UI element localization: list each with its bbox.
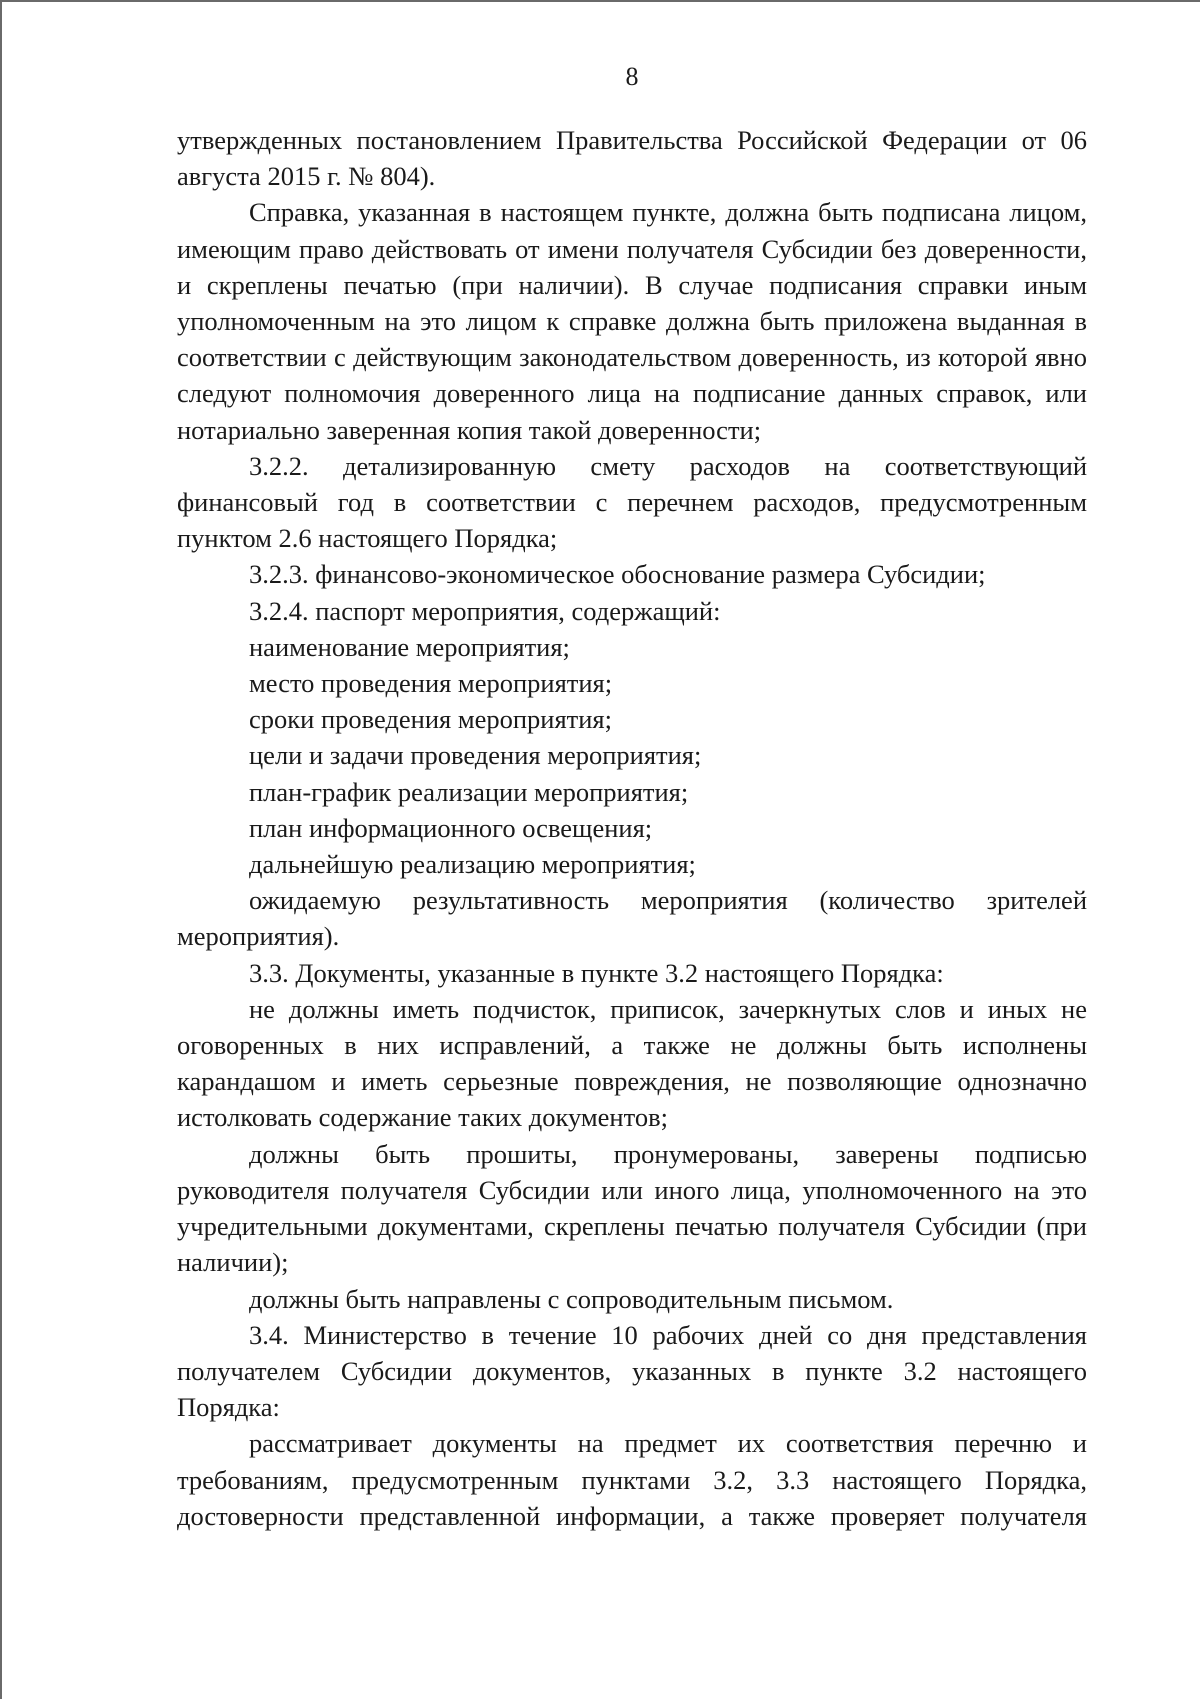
paragraph-18: рассматривает документы на предмет их соответствия перечню и требованиям, предусмотренным пунктами 3.2, 3.3 настоящего Порядка, достоверности представленной информации, а также проверяет получателя bbox=[177, 1428, 1087, 1531]
paragraph-0: утвержденных постановлением Правительства Российской Федерации от 06 августа 2015 г. № 804). bbox=[177, 125, 1087, 192]
list-item-schedule: план-график реализации мероприятия; bbox=[249, 776, 689, 807]
list-item-goals: цели и задачи проведения мероприятия; bbox=[249, 740, 702, 771]
paragraph-15: должны быть прошиты, пронумерованы, заверены подписью руководителя получателя Субсидии или иного лица, уполномоченного на это учредительными документами, скреплены печатью получателя Субсидии (при наличии); bbox=[177, 1138, 1087, 1278]
paragraph-3: 3.2.3. финансово-экономическое обоснование размера Субсидии; bbox=[249, 559, 986, 590]
paragraph-2: 3.2.2. детализированную смету расходов на соответствующий финансовый год в соответствии с перечнем расходов, предусмотренным пунктом 2.6 настоящего Порядка; bbox=[177, 450, 1087, 554]
paragraph-1: Справка, указанная в настоящем пункте, должна быть подписана лицом, имеющим право действовать от имени получателя Субсидии без доверенности, и скреплены печатью (при наличии). В случае подписания справки иным уполномоченным на это лицом к справке должна быть приложена выданная в соответствии с действующим законодательством доверенность, из которой явно следуют полномочия доверенного лица на подписание данных справок, или нотариально заверенная копия такой доверенности; bbox=[177, 197, 1087, 445]
list-item-place: место проведения мероприятия; bbox=[249, 668, 613, 699]
page-number: 8 bbox=[625, 62, 639, 91]
paragraph-16: должны быть направлены с сопроводительным письмом. bbox=[249, 1283, 894, 1314]
paragraph-17: 3.4. Министерство в течение 10 рабочих дней со дня представления получателем Субсидии документов, указанных в пункте 3.2 настоящего Порядка: bbox=[177, 1319, 1087, 1423]
list-item-media-plan: план информационного освещения; bbox=[249, 812, 653, 843]
list-item-further: дальнейшую реализацию мероприятия; bbox=[249, 849, 696, 880]
paragraph-14: не должны иметь подчисток, приписок, зачеркнутых слов и иных не оговоренных в них исправлений, а также не должны быть исполнены карандашом и иметь серьезные повреждения, не позволяющие однозначно истолковать содержание таких документов; bbox=[177, 993, 1087, 1133]
paragraph-4: 3.2.4. паспорт мероприятия, содержащий: bbox=[249, 595, 721, 626]
list-item-results: ожидаемую результативность мероприятия (количество зрителей мероприятия). bbox=[177, 885, 1087, 952]
paragraph-13: 3.3. Документы, указанные в пункте 3.2 настоящего Порядка: bbox=[249, 957, 944, 988]
document-body bbox=[177, 122, 1087, 1534]
list-item-dates: сроки проведения мероприятия; bbox=[249, 704, 612, 735]
list-item-name: наименование мероприятия; bbox=[249, 631, 570, 662]
